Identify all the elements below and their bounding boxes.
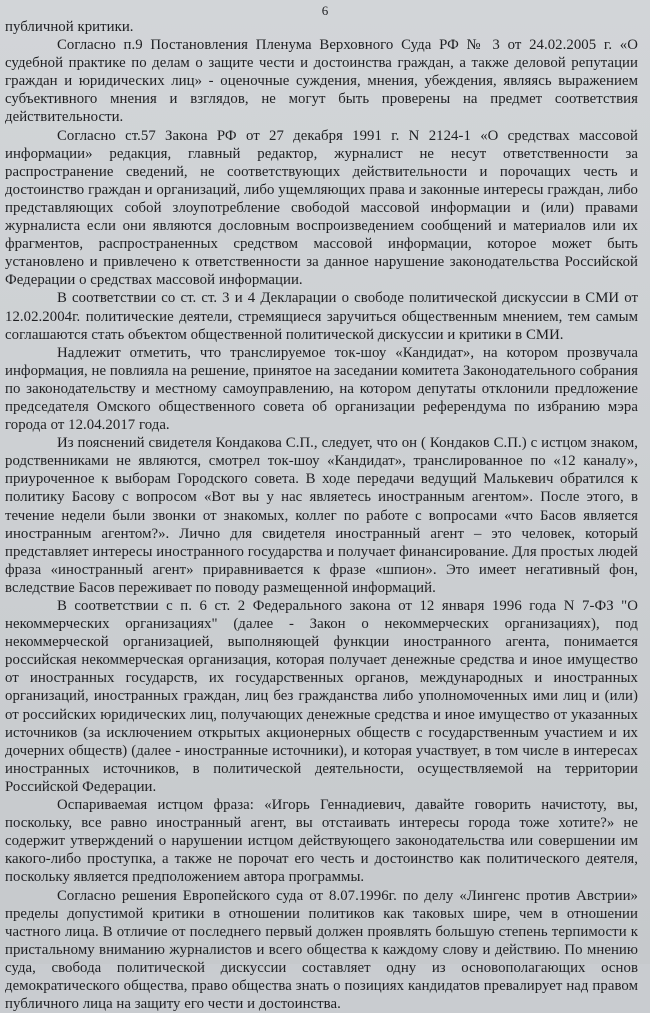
paragraph: Согласно решения Европейского суда от 8.07.1996г. по делу «Лингенс против Австрии» пределы допустимой критики в отношении политиков как таковых шире, чем в отношении частного лица. В отличие от последнего первый должен проявлять большую степень терпимости к пристальному вниманию журналистов и всего общества к каждому слову и действию. По мнению суда, свобода политической дискуссии составляет одну из основополагающих основ демократического общества, право общества знать о позициях кандидатов превалирует над правом публичного лица на защиту его чести и достоинства. <box>5 887 638 1013</box>
paragraph: Надлежит отметить, что транслируемое ток-шоу «Кандидат», на котором прозвучала информация, не повлияла на решение, принятое на заседании комитета Законодательного собрания по законодательству и местному самоуправлению, на котором депутаты отклонили предложение председателя Омского общественного совета об организации референдума по избранию мэра города от 12.04.2017 года. <box>5 344 638 434</box>
paragraph: В соответствии со ст. ст. 3 и 4 Декларации о свободе политической дискуссии в СМИ от 12.02.2004г. политические деятели, стремящиеся заручиться общественным мнением, тем самым соглашаются стать объектом общественной политической дискуссии и критики в СМИ. <box>5 289 638 343</box>
paragraph: Оспариваемая истцом фраза: «Игорь Геннадиевич, давайте говорить начистоту, вы, поскольку, все равно иностранный агент, вы отстаивать интересы города тоже хотите?» не содержит утверждений о нарушении истцом действующего законодательства или совершении им какого-либо проступка, а также не порочат его честь и достоинство как политического деятеля, поскольку является предположением автора программы. <box>5 796 638 886</box>
paragraph: публичной критики. <box>5 18 638 36</box>
paragraph: Согласно п.9 Постановления Пленума Верховного Суда РФ № 3 от 24.02.2005 г. «О судебной практике по делам о защите чести и достоинства граждан, а также деловой репутации граждан и юридических лиц» - оценочные суждения, мнения, убеждения, являясь выражением субъективного мнения и взглядов, не могут быть проверены на предмет соответствия действительности. <box>5 36 638 126</box>
document-body <box>5 18 638 1013</box>
paragraph: Согласно ст.57 Закона РФ от 27 декабря 1991 г. N 2124-1 «О средствах массовой информации» редакция, главный редактор, журналист не несут ответственности за распространение сведений, не соответствующих действительности и порочащих честь и достоинство граждан и организаций, либо ущемляющих права и законные интересы граждан, либо представляющих собой злоупотребление свободой массовой информации и (или) правами журналиста если они являются дословным воспроизведением сообщений и материалов или их фрагментов, распространенных средством массовой информации, которое может быть установлено и привлечено к ответственности за данное нарушение законодательства Российской Федерации о средствах массовой информации. <box>5 127 638 290</box>
page-number: 6 <box>0 3 650 19</box>
paragraph: В соответствии с п. 6 ст. 2 Федерального закона от 12 января 1996 года N 7-ФЗ "О некоммерческих организациях" (далее - Закон о некоммерческих организациях), под некоммерческой организацией, выполняющей функции иностранного агента, понимается российская некоммерческая организация, которая получает денежные средства и иное имущество от иностранных государств, их государственных органов, международных и иностранных организаций, иностранных граждан, лиц без гражданства либо уполномоченных ими лиц и (или) от российских юридических лиц, получающих денежные средства и иное имущество от указанных источников (за исключением открытых акционерных обществ с государственным участием и их дочерних обществ) (далее - иностранные источники), и которая участвует, в том числе в интересах иностранных источников, в политической деятельности, осуществляемой на территории Российской Федерации. <box>5 597 638 796</box>
paragraph: Из пояснений свидетеля Кондакова С.П., следует, что он ( Кондаков С.П.) с истцом знаком, родственниками не являются, смотрел ток-шоу «Кандидат», транслированное по «12 каналу», приуроченное к выборам Городского совета. В ходе передачи ведущий Малькевич обратился к политику Басову с вопросом «Вот вы у нас являетесь иностранным агентом». После этого, в течение недели были звонки от знакомых, коллег по работе с вопросами «что Басов является иностранным агентом?». Лично для свидетеля иностранный агент – это человек, который представляет интересы иностранного государства и получает финансирование. Для простых людей фраза «иностранный агент» приравнивается к фразе «шпион». Это имеет негативный фон, вследствие Басов переживает по поводу размещенной информаций. <box>5 434 638 597</box>
